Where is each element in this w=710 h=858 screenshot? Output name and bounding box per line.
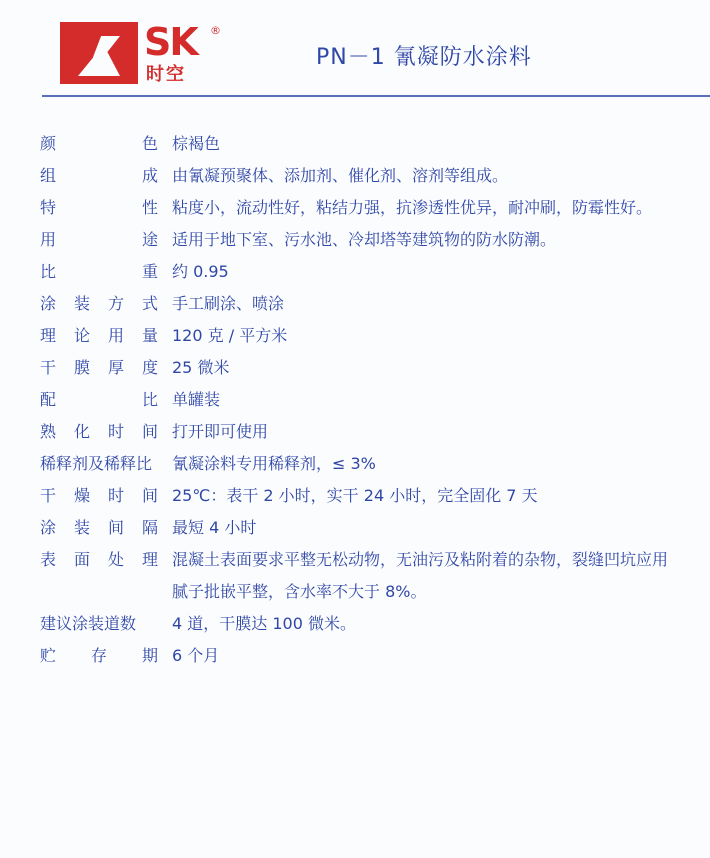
spec-value: 4 道，干膜达 100 微米。 xyxy=(172,614,356,633)
spec-label-char: 色 xyxy=(141,134,158,153)
spec-label xyxy=(40,320,158,352)
spec-label-char: 配 xyxy=(40,390,57,409)
spec-label xyxy=(40,288,158,320)
spec-label-char: 理 xyxy=(141,550,158,569)
brand-chinese: 时空 xyxy=(146,64,186,85)
spec-value: 25℃：表干 2 小时，实干 24 小时，完全固化 7 天 xyxy=(172,486,538,505)
spec-label-char: 干 xyxy=(40,358,57,377)
spec-row xyxy=(40,544,680,608)
spec-label xyxy=(40,608,158,640)
spec-label xyxy=(40,416,158,448)
registered-mark: ® xyxy=(118,24,129,37)
spec-label-char: 论 xyxy=(73,326,90,345)
spec-row xyxy=(40,352,680,384)
spec-label-char: 期 xyxy=(141,646,158,665)
spec-label xyxy=(40,640,158,672)
header-divider xyxy=(42,95,710,97)
spec-label-char: 稀释剂及稀释比 xyxy=(40,454,153,473)
spec-label-char: 组 xyxy=(40,166,57,185)
spec-label xyxy=(40,352,158,384)
spec-value: 手工刷涂、喷涂 xyxy=(172,294,285,313)
spec-label-char: 间 xyxy=(141,422,158,441)
page-title: PN－1 氰凝防水涂料 xyxy=(316,45,532,70)
spec-label-char: 比 xyxy=(40,262,57,281)
spec-label-char: 建议涂装道数 xyxy=(40,614,137,633)
spec-label-char: 装 xyxy=(73,294,90,313)
spec-label xyxy=(40,480,158,512)
spec-value: 棕褐色 xyxy=(172,134,221,153)
spec-label-char: 装 xyxy=(73,518,90,537)
spec-label-char: 重 xyxy=(141,262,158,281)
brand-logo xyxy=(60,22,230,84)
spec-label-char: 途 xyxy=(141,230,158,249)
spec-value: 最短 4 小时 xyxy=(172,518,257,537)
spec-row xyxy=(40,256,680,288)
spec-label-char: 膜 xyxy=(73,358,90,377)
spec-value: 打开即可使用 xyxy=(172,422,269,441)
spec-label xyxy=(40,256,158,288)
spec-label-char: 用 xyxy=(107,326,124,345)
spec-label-char: 间 xyxy=(107,518,124,537)
spec-label-char: 成 xyxy=(141,166,158,185)
spec-value: 混凝土表面要求平整无松动物，无油污及粘附着的杂物，裂缝凹坑应用腻子批嵌平整，含水率不大于 8%。 xyxy=(172,550,669,601)
spec-label xyxy=(40,448,158,480)
spec-label-char: 涂 xyxy=(40,518,57,537)
spec-label xyxy=(40,384,158,416)
spec-label-char: 间 xyxy=(141,486,158,505)
spec-label-char: 熟 xyxy=(40,422,57,441)
spec-row xyxy=(40,608,680,640)
spec-row xyxy=(40,224,680,256)
spec-label-char: 量 xyxy=(141,326,158,345)
spec-label-char: 式 xyxy=(141,294,158,313)
spec-row xyxy=(40,512,680,544)
registered-mark: ® xyxy=(210,24,221,37)
spec-label-char: 涂 xyxy=(40,294,57,313)
spec-label-char: 时 xyxy=(107,422,124,441)
spec-row xyxy=(40,640,680,672)
spec-label-char: 燥 xyxy=(73,486,90,505)
spec-row xyxy=(40,480,680,512)
spec-value: 25 微米 xyxy=(172,358,230,377)
brand-latin: SK xyxy=(144,20,197,64)
spec-label xyxy=(40,160,158,192)
spec-label xyxy=(40,512,158,544)
spec-label-char: 度 xyxy=(141,358,158,377)
spec-label xyxy=(40,192,158,224)
spec-label xyxy=(40,224,158,256)
spec-label-char: 理 xyxy=(40,326,57,345)
spec-label-char: 干 xyxy=(40,486,57,505)
spec-row xyxy=(40,160,680,192)
spec-table xyxy=(40,128,680,672)
spec-row xyxy=(40,192,680,224)
spec-label-char: 比 xyxy=(141,390,158,409)
spec-label-char: 颜 xyxy=(40,134,57,153)
spec-value: 适用于地下室、污水池、冷却塔等建筑物的防水防潮。 xyxy=(172,230,557,249)
spec-label xyxy=(40,128,158,160)
spec-label-char: 时 xyxy=(107,486,124,505)
spec-label-char: 表 xyxy=(40,550,57,569)
document-header xyxy=(0,0,710,96)
spec-label-char: 用 xyxy=(40,230,57,249)
spec-row xyxy=(40,384,680,416)
spec-value: 由氰凝预聚体、添加剂、催化剂、溶剂等组成。 xyxy=(172,166,509,185)
spec-label-char: 方 xyxy=(107,294,124,313)
spec-label-char: 面 xyxy=(73,550,90,569)
spec-value: 120 克 / 平方米 xyxy=(172,326,288,345)
spec-label-char: 特 xyxy=(40,198,57,217)
spec-row xyxy=(40,128,680,160)
spec-value: 粘度小，流动性好，粘结力强，抗渗透性优异，耐冲刷，防霉性好。 xyxy=(172,198,653,217)
spec-label-char: 处 xyxy=(107,550,124,569)
spec-label-char: 性 xyxy=(141,198,158,217)
spec-value: 氰凝涂料专用稀释剂，≤ 3% xyxy=(172,454,376,473)
spec-value: 6 个月 xyxy=(172,646,220,665)
spec-value: 约 0.95 xyxy=(172,262,229,281)
spec-row xyxy=(40,448,680,480)
spec-label-char: 隔 xyxy=(141,518,158,537)
spec-row xyxy=(40,288,680,320)
spec-label-char: 厚 xyxy=(107,358,124,377)
spec-label-char: 化 xyxy=(73,422,90,441)
spec-row xyxy=(40,320,680,352)
spec-label-char: 贮 xyxy=(40,646,57,665)
spec-label xyxy=(40,544,158,576)
spec-label-char: 存 xyxy=(90,646,107,665)
spec-row xyxy=(40,416,680,448)
spec-value: 单罐装 xyxy=(172,390,221,409)
